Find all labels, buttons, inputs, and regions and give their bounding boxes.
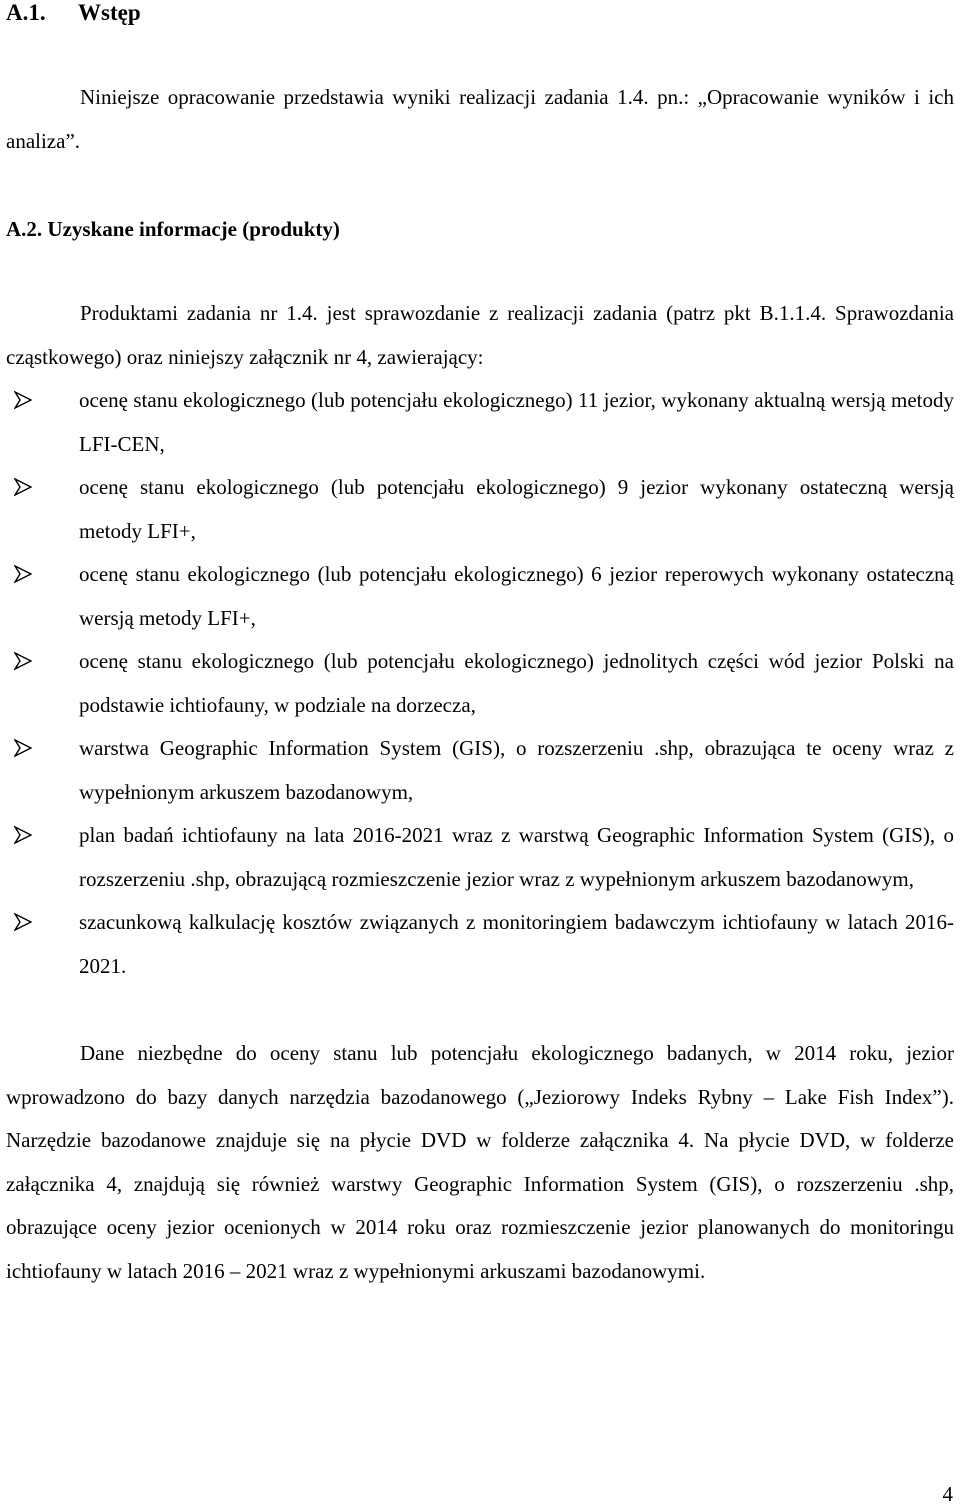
- list-item-text: ocenę stanu ekologicznego (lub potencjału ekologicznego) 11 jezior, wykonany aktualną wersją metody LFI-CEN,: [79, 388, 954, 456]
- section-number: A.1.: [6, 0, 46, 25]
- list-item: [0, 379, 960, 466]
- products-list: [0, 379, 960, 988]
- section-heading-a2: [6, 216, 340, 242]
- arrow-bullet-icon: [14, 652, 32, 670]
- arrow-bullet-icon: [14, 478, 32, 496]
- list-item: [0, 727, 960, 814]
- arrow-bullet-icon: [14, 739, 32, 757]
- arrow-bullet-icon: [14, 391, 32, 409]
- page-number: 4: [942, 1482, 953, 1506]
- list-item: [0, 901, 960, 988]
- list-item-text: ocenę stanu ekologicznego (lub potencjału ekologicznego) 9 jezior wykonany ostateczną wersją metody LFI+,: [79, 475, 954, 543]
- list-item: [0, 553, 960, 640]
- arrow-bullet-icon: [14, 913, 32, 931]
- products-paragraph: Produktami zadania nr 1.4. jest sprawozdanie z realizacji zadania (patrz pkt B.1.1.4. Sprawozdania cząstkowego) oraz niniejszy załącznik nr 4, zawierający:: [6, 301, 954, 369]
- list-item: [0, 466, 960, 553]
- arrow-bullet-icon: [14, 826, 32, 844]
- data-paragraph: Dane niezbędne do oceny stanu lub potencjału ekologicznego badanych, w 2014 roku, jezior wprowadzono do bazy danych narzędzia bazodanowego („Jeziorowy Indeks Rybny – Lake Fish Index”). Narzędzie bazodanowe znajduje się na płycie DVD w folderze załącznika 4. Na płycie DVD, w folderze załącznika 4, znajdują się również warstwy Geographic Information System (GIS), o rozszerzeniu .shp, obrazujące oceny jezior ocenionych w 2014 roku oraz rozmieszczenie jezior planowanych do monitoringu ichtiofauny w latach 2016 – 2021 wraz z wypełnionymi arkuszami bazodanowymi.: [6, 1041, 954, 1283]
- section-title: Wstęp: [78, 0, 141, 25]
- list-item-text: plan badań ichtiofauny na lata 2016-2021 wraz z warstwą Geographic Information System (GIS), o rozszerzeniu .shp, obrazującą rozmieszczenie jezior wraz z wypełnionym arkuszem bazodanowym,: [79, 823, 954, 891]
- list-item-text: warstwa Geographic Information System (GIS), o rozszerzeniu .shp, obrazująca te oceny wraz z wypełnionym arkuszem bazodanowym,: [79, 736, 954, 804]
- section-title: Uzyskane informacje (produkty): [47, 217, 340, 241]
- arrow-bullet-icon: [14, 565, 32, 583]
- intro-paragraph: Niniejsze opracowanie przedstawia wyniki realizacji zadania 1.4. pn.: „Opracowanie wyników i ich analiza”.: [6, 85, 954, 153]
- list-item-text: ocenę stanu ekologicznego (lub potencjału ekologicznego) jednolitych części wód jezior Polski na podstawie ichtiofauny, w podziale na dorzecza,: [79, 649, 954, 717]
- list-item-text: ocenę stanu ekologicznego (lub potencjału ekologicznego) 6 jezior reperowych wykonany ostateczną wersją metody LFI+,: [79, 562, 954, 630]
- list-item: [0, 640, 960, 727]
- list-item: [0, 814, 960, 901]
- list-item-text: szacunkową kalkulację kosztów związanych z monitoringiem badawczym ichtiofauny w latach 2016-2021.: [79, 910, 954, 978]
- section-number: A.2.: [6, 217, 43, 241]
- section-heading-a1: [6, 0, 141, 26]
